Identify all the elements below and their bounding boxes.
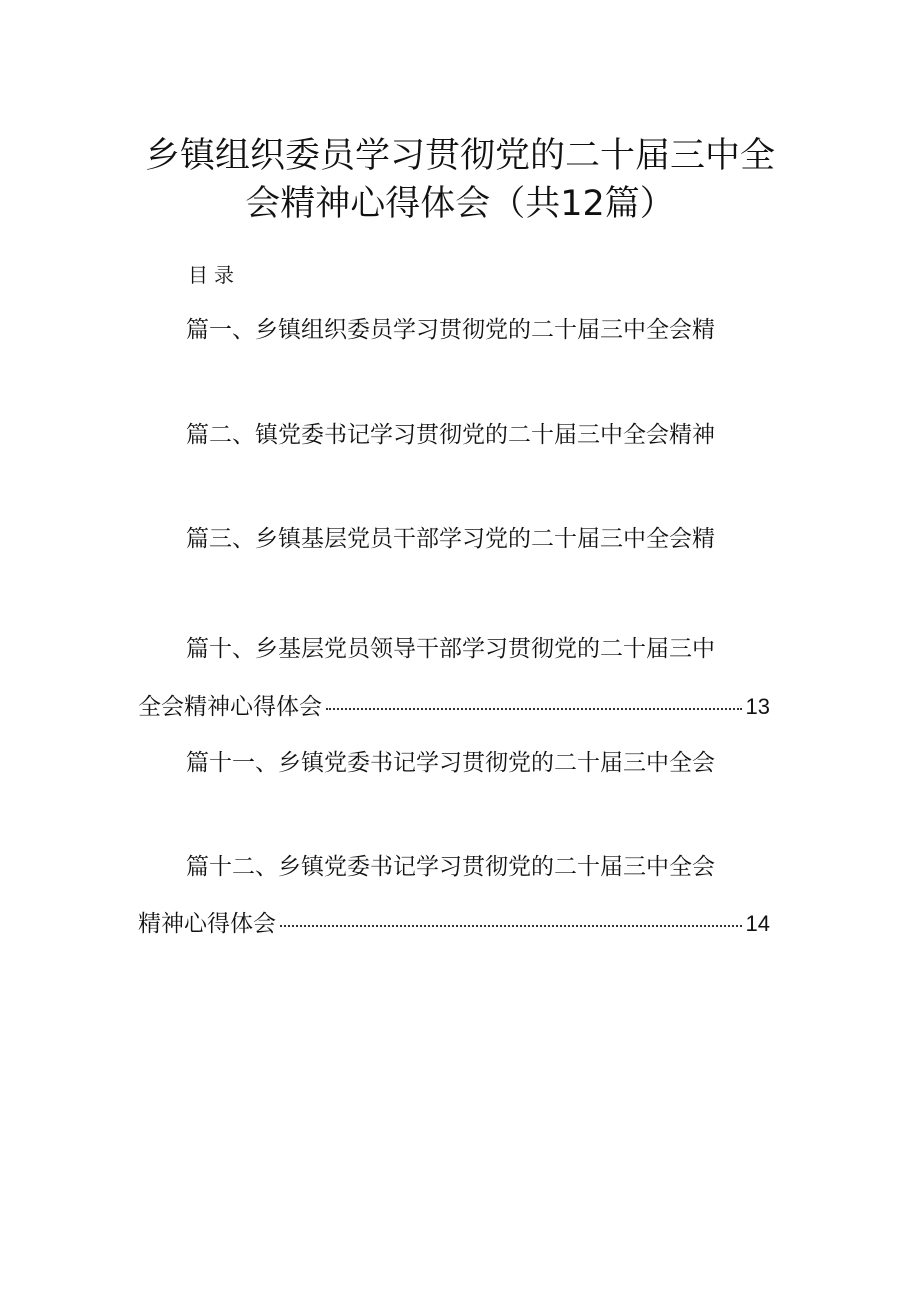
toc-entry-text: 全会精神心得体会	[138, 694, 322, 720]
toc-page-number: 14	[745, 911, 770, 936]
toc-heading: 目录	[188, 263, 240, 287]
toc-entry-10-continuation[interactable]	[138, 692, 770, 722]
toc-entry-text: 精神心得体会	[138, 911, 276, 937]
toc-entry-2[interactable]: 篇二、镇党委书记学习贯彻党的二十届三中全会精神	[186, 422, 715, 448]
document-title-line-2: 会精神心得体会（共12篇）	[245, 184, 675, 224]
toc-leader-dots	[326, 708, 742, 710]
document-title-line-1: 乡镇组织委员学习贯彻党的二十届三中全	[144, 136, 775, 176]
toc-page-number: 13	[745, 694, 770, 719]
toc-entry-10[interactable]: 篇十、乡基层党员领导干部学习贯彻党的二十届三中	[186, 636, 715, 662]
toc-entry-12[interactable]: 篇十二、乡镇党委书记学习贯彻党的二十届三中全会	[186, 854, 715, 880]
toc-entry-3[interactable]: 篇三、乡镇基层党员干部学习党的二十届三中全会精	[186, 526, 715, 552]
toc-entry-11[interactable]: 篇十一、乡镇党委书记学习贯彻党的二十届三中全会	[186, 750, 715, 776]
toc-leader-dots	[280, 925, 742, 927]
toc-entry-12-continuation[interactable]	[138, 909, 770, 939]
toc-entry-1[interactable]: 篇一、乡镇组织委员学习贯彻党的二十届三中全会精	[186, 317, 715, 343]
